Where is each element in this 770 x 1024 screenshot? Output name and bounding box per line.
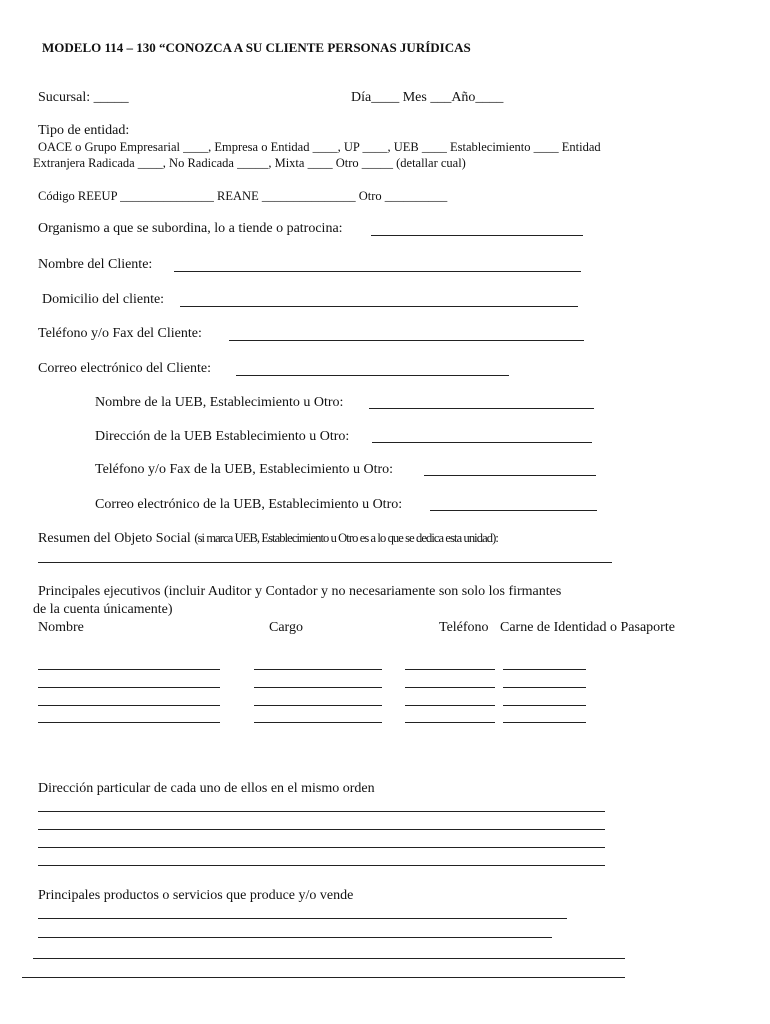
codes-row[interactable]: Código REEUP _______________ REANE _______________ Otro __________ <box>38 189 448 203</box>
executive-id-field[interactable] <box>503 705 586 706</box>
client-email-label: Correo electrónico del Cliente: <box>38 361 211 376</box>
executives-label-line2: de la cuenta únicamente) <box>33 602 173 617</box>
client-name-label: Nombre del Cliente: <box>38 257 153 272</box>
private-address-field[interactable] <box>38 865 605 866</box>
ueb-phone-field[interactable] <box>424 475 596 476</box>
ueb-email-label: Correo electrónico de la UEB, Establecimiento u Otro: <box>95 497 403 512</box>
products-field[interactable] <box>38 937 552 938</box>
private-address-field[interactable] <box>38 847 605 848</box>
private-address-field[interactable] <box>38 829 605 830</box>
client-phone-label: Teléfono y/o Fax del Cliente: <box>38 326 202 341</box>
ueb-name-label: Nombre de la UEB, Establecimiento u Otro: <box>95 395 344 410</box>
executive-phone-field[interactable] <box>405 687 495 688</box>
entity-type-options-line1[interactable]: OACE o Grupo Empresarial ____, Empresa o Entidad ____, UP ____, UEB ____ Establecimiento ____ Entidad <box>38 140 601 154</box>
executive-phone-field[interactable] <box>405 722 495 723</box>
entity-type-label: Tipo de entidad: <box>38 123 130 138</box>
entity-type-options-line2[interactable]: Extranjera Radicada ____, No Radicada _____, Mixta ____ Otro _____ (detallar cual) <box>33 156 466 170</box>
organismo-label: Organismo a que se subordina, lo a tiende o patrocina: <box>38 221 343 236</box>
executive-position-field[interactable] <box>254 687 382 688</box>
products-field[interactable] <box>22 977 625 978</box>
ueb-address-field[interactable] <box>372 442 592 443</box>
executive-id-field[interactable] <box>503 669 586 670</box>
executive-id-field[interactable] <box>503 687 586 688</box>
client-email-field[interactable] <box>236 375 509 376</box>
column-header-position: Cargo <box>269 620 303 635</box>
client-address-field[interactable] <box>180 306 578 307</box>
column-header-phone: Teléfono <box>439 620 489 635</box>
executive-name-field[interactable] <box>38 705 220 706</box>
column-header-name: Nombre <box>38 620 84 635</box>
executive-name-field[interactable] <box>38 669 220 670</box>
client-phone-field[interactable] <box>229 340 584 341</box>
organismo-field[interactable] <box>371 235 583 236</box>
executive-phone-field[interactable] <box>405 669 495 670</box>
ueb-name-field[interactable] <box>369 408 594 409</box>
private-address-label: Dirección particular de cada uno de ellos en el mismo orden <box>38 781 375 796</box>
ueb-email-field[interactable] <box>430 510 597 511</box>
executive-name-field[interactable] <box>38 722 220 723</box>
executive-name-field[interactable] <box>38 687 220 688</box>
executive-position-field[interactable] <box>254 722 382 723</box>
products-field[interactable] <box>33 958 625 959</box>
executives-label-line1: Principales ejecutivos (incluir Auditor y Contador y no necesariamente son solo los firmantes <box>38 584 562 599</box>
ueb-address-label: Dirección de la UEB Establecimiento u Otro: <box>95 429 350 444</box>
sucursal-field[interactable]: Sucursal: _____ <box>38 90 129 105</box>
social-purpose-title: Resumen del Objeto Social <box>38 531 191 546</box>
executive-position-field[interactable] <box>254 669 382 670</box>
date-field[interactable]: Día____ Mes ___Año____ <box>351 90 504 105</box>
social-purpose-field[interactable] <box>38 562 612 563</box>
products-label: Principales productos o servicios que produce y/o vende <box>38 888 354 903</box>
social-purpose-note: (si marca UEB, Establecimiento u Otro es a lo que se dedica esta unidad): <box>194 531 498 545</box>
client-address-label: Domicilio del cliente: <box>42 292 165 307</box>
executive-position-field[interactable] <box>254 705 382 706</box>
client-name-field[interactable] <box>174 271 581 272</box>
column-header-id: Carne de Identidad o Pasaporte <box>500 620 675 635</box>
executive-id-field[interactable] <box>503 722 586 723</box>
products-field[interactable] <box>38 918 567 919</box>
social-purpose-label <box>38 532 498 546</box>
private-address-field[interactable] <box>38 811 605 812</box>
executive-phone-field[interactable] <box>405 705 495 706</box>
form-title: MODELO 114 – 130 “CONOZCA A SU CLIENTE PERSONAS JURÍDICAS <box>42 40 471 55</box>
ueb-phone-label: Teléfono y/o Fax de la UEB, Establecimiento u Otro: <box>95 462 394 477</box>
